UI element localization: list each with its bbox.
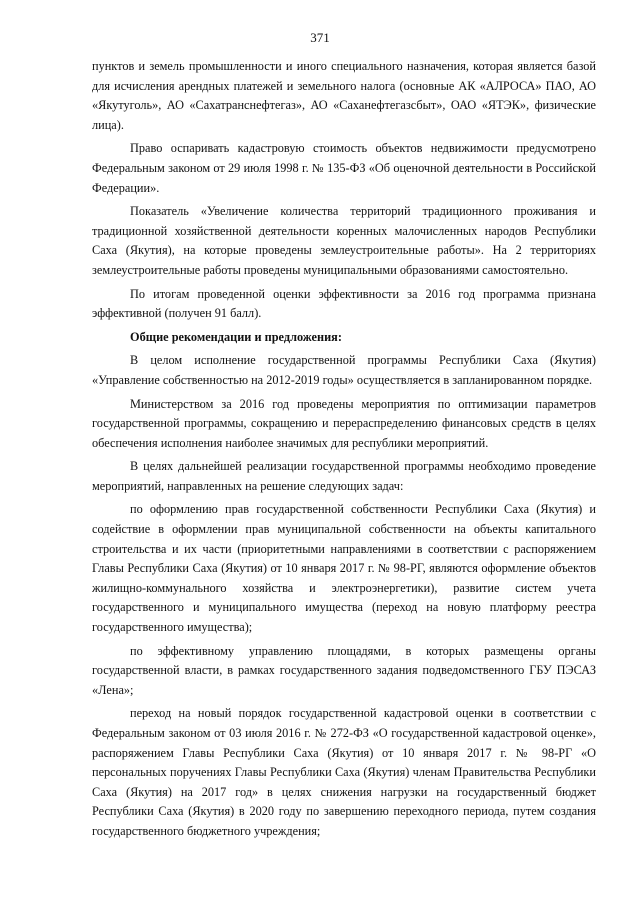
paragraph-program-execution: В целом исполнение государственной программы Республики Саха (Якутия) «Управление собственностью на 2012-2019 годы» осуществляется в запланированном порядке. bbox=[92, 353, 596, 387]
list-item-premises-management: по эффективному управлению площадями, в которых размещены органы государственной власти, в рамках государственного задания подведомственного ГБУ ПЭСАЗ «Лена»; bbox=[92, 643, 596, 697]
paragraph-efficiency-result: По итогам проведенной оценки эффективности за 2016 год программа признана эффективной (получен 91 балл). bbox=[92, 286, 596, 321]
list-item-cadastral-valuation: переход на новый порядок государственной кадастровой оценки в соответствии с Федеральным законом от 03 июля 2016 г. № 272-ФЗ «О государственной кадастровой оценке», распоряжением Главы Республики Саха (Якутия) от 10 января 2017 г. № 98-РГ «О персональных поручениях Главы Республики Саха (Якутия) членам Правительства Республики Саха (Якутия) на 2017 год» в целях снижения нагрузки на государственный бюджет Республики Саха (Якутия) в 2020 году по завершению переходного периода, путем создания государственного бюджетного учреждения; bbox=[92, 706, 596, 838]
document-body bbox=[92, 57, 596, 846]
list-item-property-rights: по оформлению прав государственной собственности Республики Саха (Якутия) и содействие в оформлении прав муниципальной собственности на объекты капитального строительства и их части (приоритетными направлениями в соответствии с распоряжением Главы Республики Саха (Якутия) от 10 января 2017 г. № 98-РГ, являются оформление объектов жилищно-коммунального хозяйства и электроэнергетики), развитие систем учета государственного и муниципального имущества (переход на новую платформу реестра государственного имущества); bbox=[92, 502, 596, 635]
paragraph-further-tasks: В целях дальнейшей реализации государственной программы необходимо проведение мероприятий, направленных на решение следующих задач: bbox=[92, 459, 596, 493]
paragraph-indicator-territories: Показатель «Увеличение количества территорий традиционного проживания и традиционной хозяйственной деятельности коренных малочисленных народов Республики Саха (Якутия), на которые проведены землеустроительные работы». На 2 территориях землеустроительные работы проведены муниципальными образованиями самостоятельно. bbox=[92, 204, 596, 277]
paragraph-continuation: пунктов и земель промышленности и иного специального назначения, которая является базой для исчисления арендных платежей и земельного налога (основные АК «АЛРОСА» ПАО, АО «Якутуголь», АО «Сахатранснефтегаз», АО «Саханефтегазсбыт», ОАО «ЯТЭК», физические лица). bbox=[92, 59, 596, 132]
section-heading-recommendations: Общие рекомендации и предложения: bbox=[130, 329, 342, 344]
paragraph-ministry-measures: Министерством за 2016 год проведены мероприятия по оптимизации параметров государственной программы, сокращению и перераспределению финансовых средств в целях обеспечения исполнения наиболее значимых для республики мероприятий. bbox=[92, 396, 596, 450]
page-number: 371 bbox=[310, 30, 330, 45]
paragraph-cadastral-dispute: Право оспаривать кадастровую стоимость объектов недвижимости предусмотрено Федеральным законом от 29 июля 1998 г. № 135-ФЗ «Об оценочной деятельности в Российской Федерации». bbox=[92, 141, 596, 195]
